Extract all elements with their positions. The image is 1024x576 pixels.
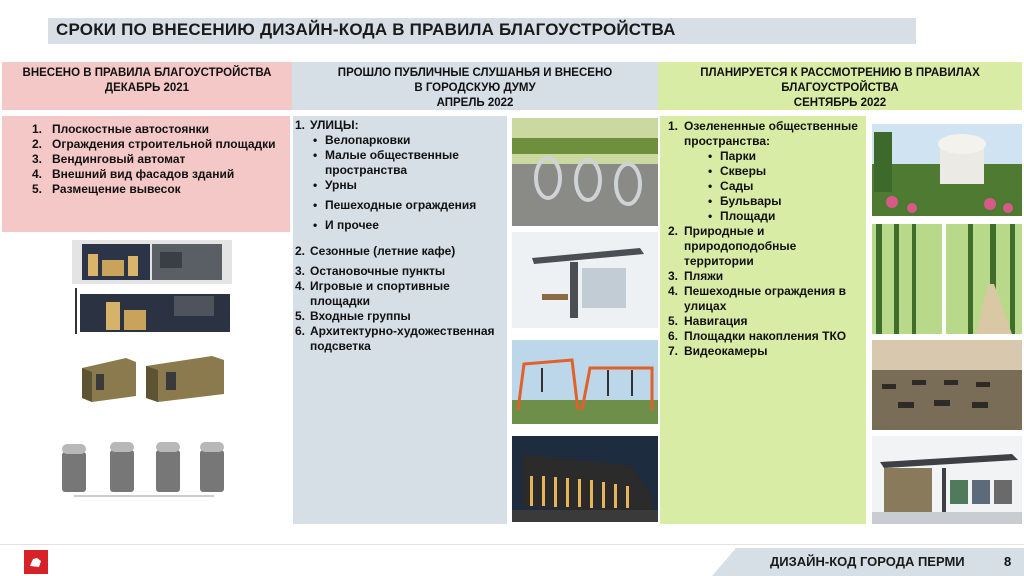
item-text: УЛИЦЫ: xyxy=(310,118,359,132)
facade-night-image xyxy=(72,240,232,284)
item-text: Бульвары xyxy=(720,194,782,208)
column-header-hearings xyxy=(292,62,658,110)
list-item xyxy=(295,118,500,133)
page-number: 8 xyxy=(1004,554,1012,569)
night-lighting-photo xyxy=(512,436,658,522)
item-number: 4. xyxy=(668,284,679,298)
item-text: Площади xyxy=(720,209,776,223)
item-text: Плоскостные автостоянки xyxy=(52,122,209,136)
item-number: 1. xyxy=(32,122,43,136)
item-number: 5. xyxy=(32,182,43,196)
item-number: 2. xyxy=(295,244,306,258)
item-number: 3. xyxy=(32,152,43,166)
hearings-list xyxy=(295,118,500,354)
item-number: 3. xyxy=(668,269,679,283)
list-item xyxy=(32,137,282,152)
list-item xyxy=(668,119,864,149)
bullet: • xyxy=(708,149,713,163)
bullet: • xyxy=(313,218,318,232)
list-item xyxy=(32,122,282,137)
item-text: Пляжи xyxy=(684,269,724,283)
beach-photo xyxy=(872,340,1022,430)
sub-item xyxy=(708,194,864,209)
bullet: • xyxy=(313,178,318,192)
item-text: Скверы xyxy=(720,164,767,178)
list-item xyxy=(668,284,864,314)
item-text: Сады xyxy=(720,179,754,193)
item-text: Площадки накопления ТКО xyxy=(684,329,847,343)
list-item xyxy=(668,269,864,284)
item-text: Видеокамеры xyxy=(684,344,768,358)
sub-item xyxy=(708,149,864,164)
vending-scheme-image xyxy=(54,432,234,502)
hearings-panel xyxy=(293,116,507,524)
sub-item xyxy=(708,209,864,224)
item-text: Озелененные общественные пространства: xyxy=(684,119,858,148)
bus-stop-photo xyxy=(512,232,658,328)
planned-list xyxy=(668,119,864,359)
sub-item xyxy=(313,133,500,148)
list-item xyxy=(295,324,500,354)
waste-site-render xyxy=(872,436,1022,524)
item-text: Пешеходные ограждения xyxy=(325,198,477,212)
header-line: ПРОШЛО ПУБЛИЧНЫЕ СЛУШАНЬЯ И ВНЕСЕНО xyxy=(337,67,613,79)
item-text: Игровые и спортивные площадки xyxy=(310,279,450,308)
sub-item xyxy=(708,164,864,179)
bullet: • xyxy=(313,133,318,147)
kiosk-modules-image xyxy=(76,350,232,404)
streets-sublist xyxy=(295,133,500,233)
column-header-planned xyxy=(658,62,1022,110)
item-text: Размещение вывесок xyxy=(52,182,181,196)
header-line: В ГОРОДСКУЮ ДУМУ xyxy=(414,82,536,94)
list-item xyxy=(668,344,864,359)
footer-label: ДИЗАЙН-КОД ГОРОДА ПЕРМИ xyxy=(770,554,965,569)
header-date: СЕНТЯБРЬ 2022 xyxy=(793,97,887,109)
construction-fence-image xyxy=(70,284,232,336)
item-text: Природные и природоподобные территории xyxy=(684,224,797,268)
item-text: И прочее xyxy=(325,218,379,232)
item-text: Пешеходные ограждения в улицах xyxy=(684,284,846,313)
header-line: ПЛАНИРУЕТСЯ К РАССМОТРЕНИЮ В ПРАВИЛАХ xyxy=(700,67,980,79)
perm-coat-of-arms-icon xyxy=(24,550,48,574)
column-header-enacted xyxy=(2,62,292,110)
item-number: 6. xyxy=(668,329,679,343)
sub-item xyxy=(313,218,500,233)
bullet: • xyxy=(708,164,713,178)
item-text: Остановочные пункты xyxy=(310,264,446,278)
list-item xyxy=(295,264,500,279)
bullet: • xyxy=(708,209,713,223)
item-number: 6. xyxy=(295,324,306,338)
playground-photo xyxy=(512,340,658,424)
item-number: 1. xyxy=(295,118,306,132)
sub-item xyxy=(313,148,500,178)
bullet: • xyxy=(313,148,318,162)
item-text: Ограждения строительной площадки xyxy=(52,137,276,151)
header-date: АПРЕЛЬ 2022 xyxy=(436,97,514,109)
item-text: Внешний вид фасадов зданий xyxy=(52,167,235,181)
green-spaces-sublist xyxy=(668,149,864,224)
sub-item xyxy=(708,179,864,194)
item-text: Малые общественные пространства xyxy=(325,148,459,177)
list-item xyxy=(668,329,864,344)
list-item xyxy=(295,309,500,324)
item-text: Навигация xyxy=(684,314,748,328)
enacted-list xyxy=(32,122,282,197)
list-item xyxy=(668,224,864,269)
park-gazebo-photo xyxy=(872,124,1022,216)
item-number: 4. xyxy=(295,279,306,293)
item-number: 2. xyxy=(32,137,43,151)
sub-item xyxy=(313,198,500,213)
item-number: 5. xyxy=(668,314,679,328)
item-text: Сезонные (летние кафе) xyxy=(310,244,456,258)
item-number: 7. xyxy=(668,344,679,358)
bullet: • xyxy=(708,194,713,208)
item-text: Урны xyxy=(325,178,357,192)
bullet: • xyxy=(313,198,318,212)
item-number: 2. xyxy=(668,224,679,238)
planned-panel xyxy=(660,116,866,524)
bullet: • xyxy=(708,179,713,193)
item-number: 3. xyxy=(295,264,306,278)
item-text: Входные группы xyxy=(310,309,411,323)
item-text: Архитектурно-художественная подсветка xyxy=(310,324,495,353)
item-number: 1. xyxy=(668,119,679,133)
slide-title: СРОКИ ПО ВНЕСЕНИЮ ДИЗАЙН-КОДА В ПРАВИЛА БЛАГОУСТРОЙСТВА xyxy=(56,20,676,39)
enacted-panel xyxy=(2,116,290,232)
list-item xyxy=(32,167,282,182)
list-item xyxy=(295,279,500,309)
bike-parking-photo xyxy=(512,118,658,226)
item-text: Парки xyxy=(720,149,757,163)
footer-divider xyxy=(0,544,1024,545)
header-line: ВНЕСЕНО В ПРАВИЛА БЛАГОУСТРОЙСТВА xyxy=(22,67,272,79)
header-line: БЛАГОУСТРОЙСТВА xyxy=(781,82,899,94)
list-item xyxy=(32,182,282,197)
item-number: 5. xyxy=(295,309,306,323)
list-item xyxy=(32,152,282,167)
forest-path-photo xyxy=(872,224,1022,334)
header-date: ДЕКАБРЬ 2021 xyxy=(104,82,190,94)
item-text: Велопарковки xyxy=(325,133,411,147)
list-item xyxy=(668,314,864,329)
item-text: Вендинговый автомат xyxy=(52,152,186,166)
sub-item xyxy=(313,178,500,193)
list-item xyxy=(295,244,500,259)
item-number: 4. xyxy=(32,167,43,181)
